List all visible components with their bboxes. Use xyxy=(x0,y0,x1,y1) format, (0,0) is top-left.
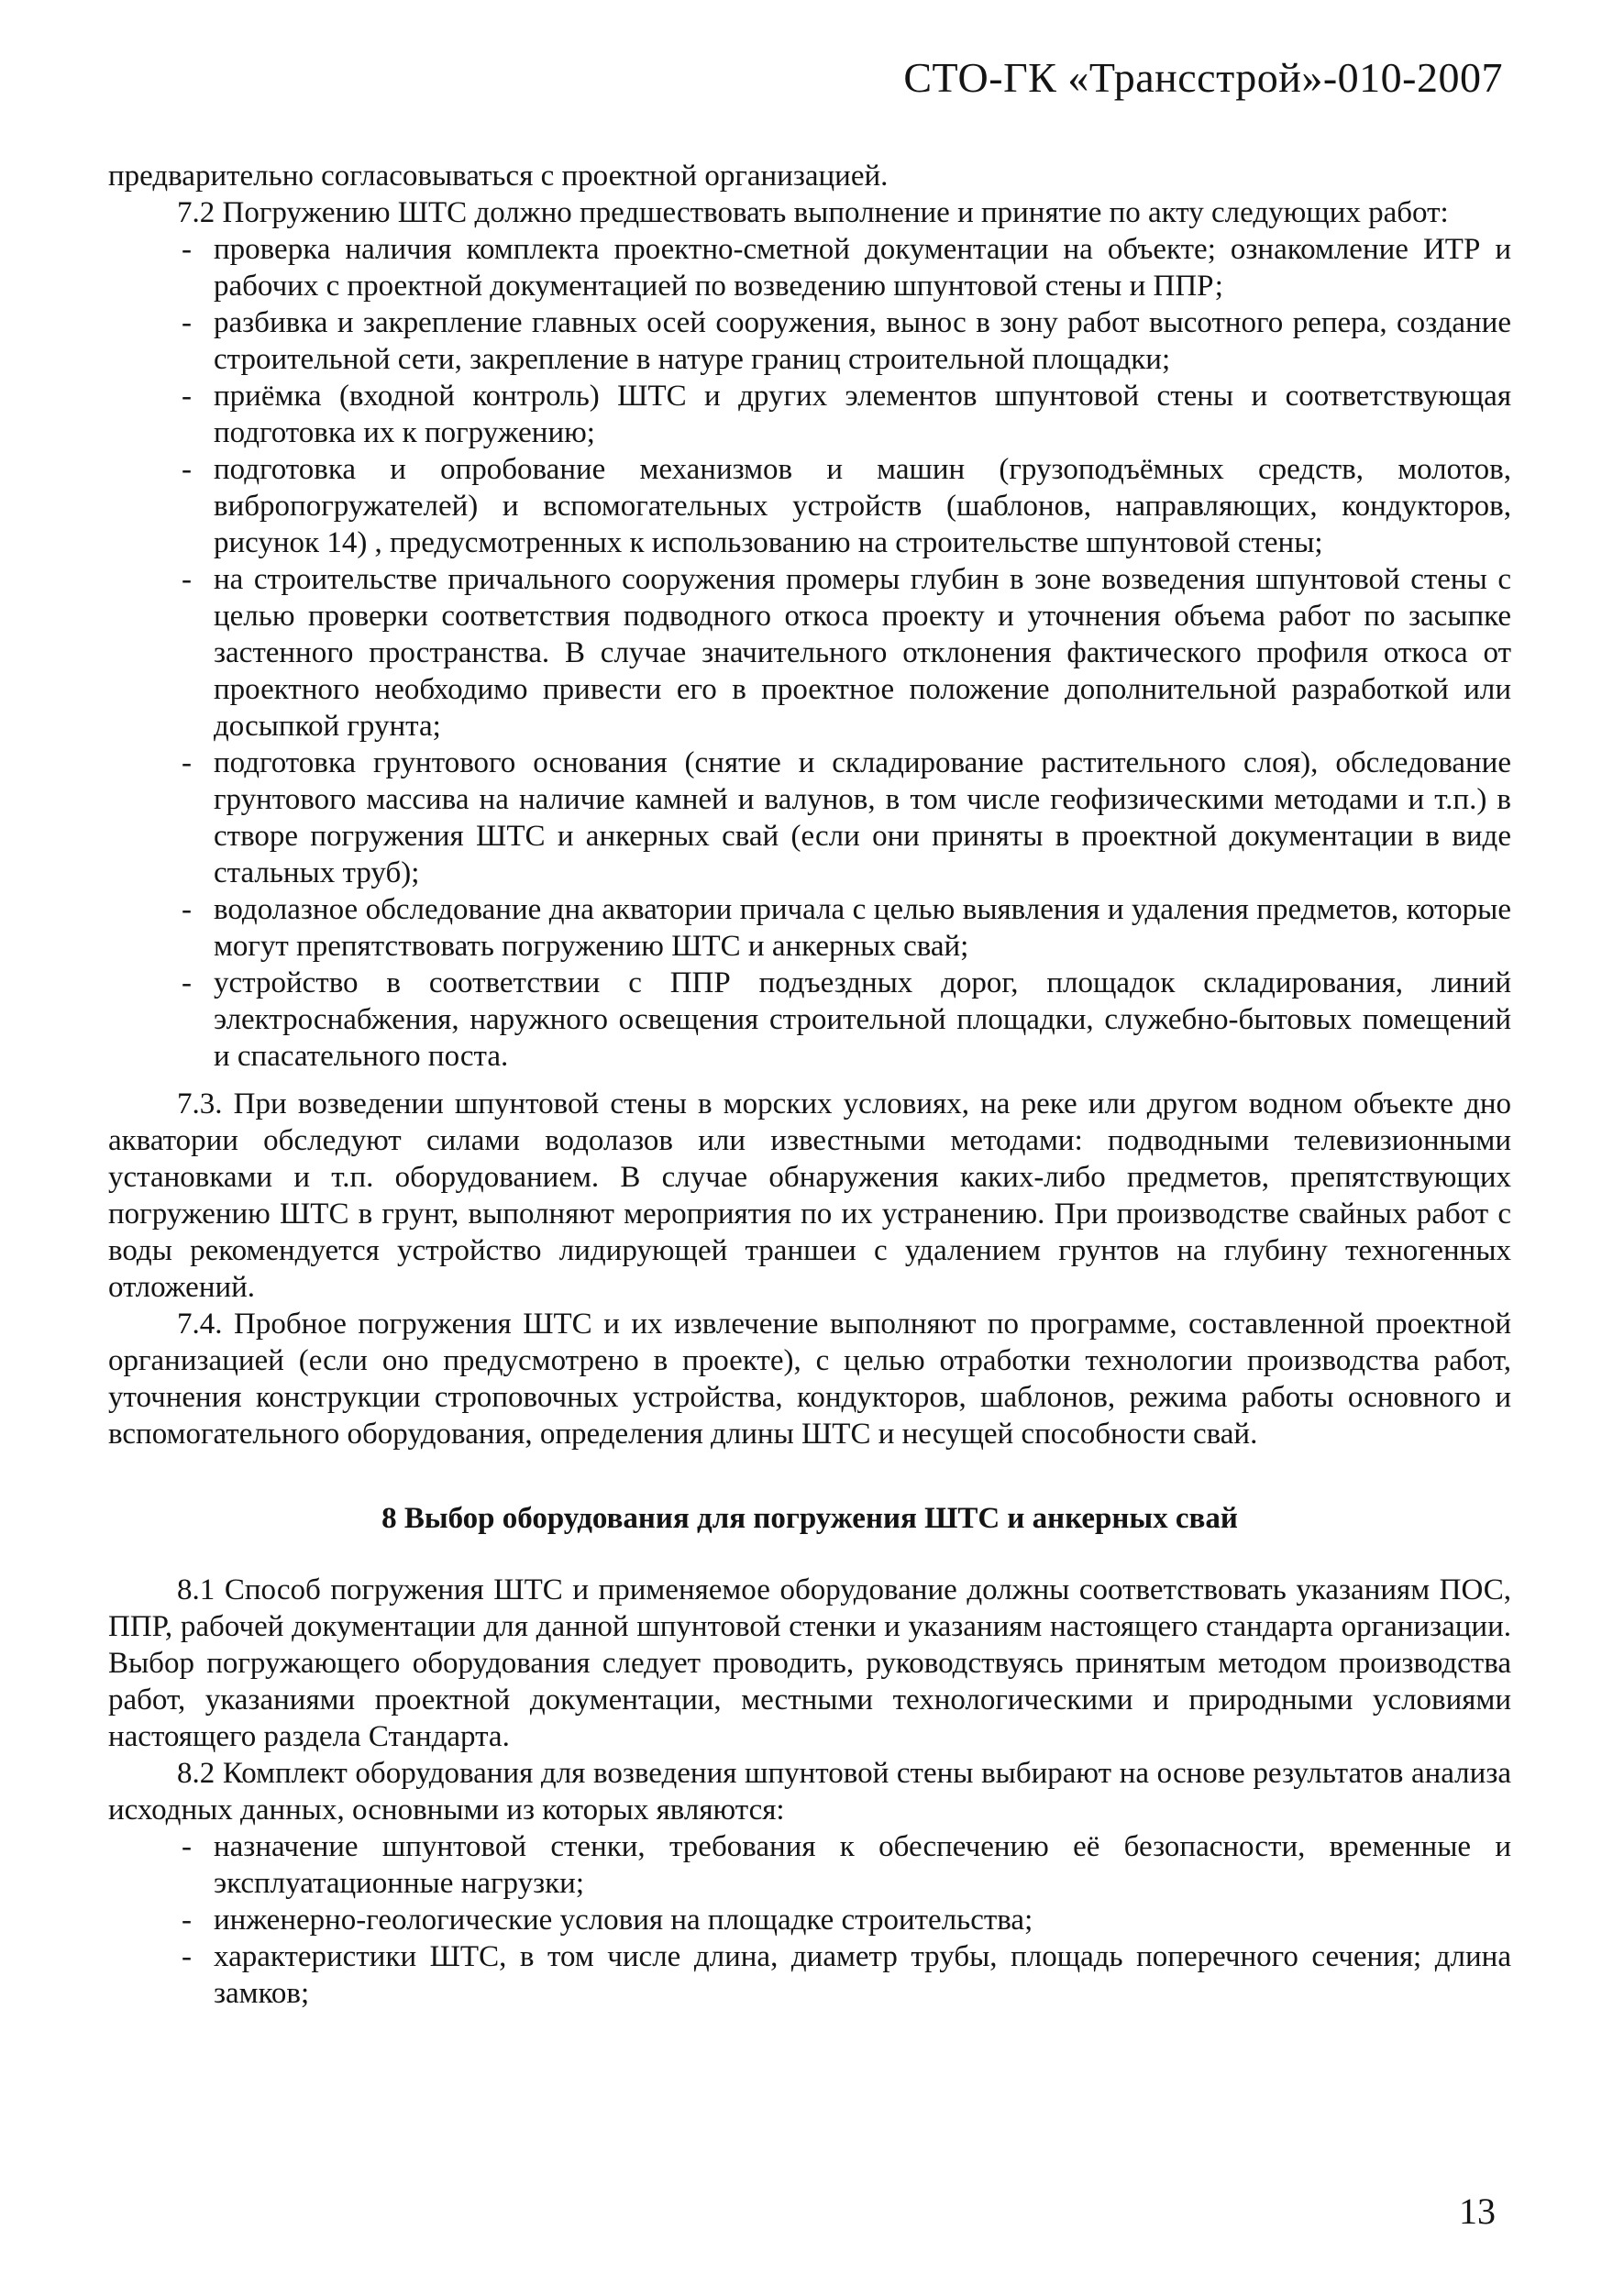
paragraph-continuation: предварительно согласовываться с проектной организацией. xyxy=(108,160,889,193)
list-item: - характеристики ШТС, в том числе длина, диаметр трубы, площадь поперечного сечения; длина замков; xyxy=(182,1940,1511,2010)
list-dash: - xyxy=(182,746,192,779)
list-dash: - xyxy=(182,966,192,999)
document-header: СТО-ГК «Трансстрой»-010-2007 xyxy=(903,54,1503,101)
list-dash: - xyxy=(182,1830,192,1863)
list-item: - приёмка (входной контроль) ШТС и других элементов шпунтовой стены и соответствующая подготовка их к погружению; xyxy=(182,380,1511,449)
list-dash: - xyxy=(182,893,192,926)
paragraph-8-2: 8.2 Комплект оборудования для возведения шпунтовой стены выбирают на основе результатов анализа исходных данных, основными из которых являются: xyxy=(108,1757,1511,1827)
page-number: 13 xyxy=(1459,2191,1496,2232)
list-item: - назначение шпунтовой стенки, требования к обеспечению её безопасности, временные и эксплуатационные нагрузки; xyxy=(182,1830,1511,1900)
list-item: - водолазное обследование дна акватории причала с целью выявления и удаления предметов, которые могут препятствовать погружению ШТС и анкерных свай; xyxy=(182,893,1511,963)
list-item: - подготовка грунтового основания (снятие и складирование растительного слоя), обследование грунтового массива на наличие камней и валунов, в том числе геофизическими методами и т.п.) в створе погружения ШТС и анкерных свай (если они приняты в проектной документации в виде стальных труб); xyxy=(182,746,1511,889)
list-dash: - xyxy=(182,233,192,266)
paragraph-8-1: 8.1 Способ погружения ШТС и применяемое оборудование должны соответствовать указаниям ПОС, ППР, рабочей документации для данной шпунтовой стенки и указаниям настоящего стандарта организации. Выбор погружающего оборудования следует проводить, руководствуясь принятым методом производства работ, указаниями проектной документации, местными технологическими и природными условиями настоящего раздела Стандарта. xyxy=(108,1573,1511,1753)
list-item: - устройство в соответствии с ППР подъездных дорог, площадок складирования, линий электроснабжения, наружного освещения строительной площадки, служебно-бытовых помещений и спасательного поста. xyxy=(182,966,1511,1073)
list-item: - инженерно-геологические условия на площадке строительства; xyxy=(182,1904,1033,1937)
list-dash: - xyxy=(182,1904,192,1937)
list-item: - проверка наличия комплекта проектно-сметной документации на объекте; ознакомление ИТР и рабочих с проектной документацией по возведению шпунтовой стены и ППР; xyxy=(182,233,1511,303)
document-body xyxy=(108,158,1511,2012)
list-dash: - xyxy=(182,1940,192,1973)
list-8-2 xyxy=(108,1828,1511,2012)
list-dash: - xyxy=(182,380,192,413)
list-7-2 xyxy=(108,231,1511,1075)
list-dash: - xyxy=(182,563,192,596)
list-dash: - xyxy=(182,306,192,339)
paragraph-7-2: 7.2 Погружению ШТС должно предшествовать выполнение и принятие по акту следующих работ: xyxy=(177,196,1449,229)
list-item: - разбивка и закрепление главных осей сооружения, вынос в зону работ высотного репера, создание строительной сети, закрепление в натуре границ строительной площадки; xyxy=(182,306,1511,376)
paragraph-7-4: 7.4. Пробное погружения ШТС и их извлечение выполняют по программе, составленной проектной организацией (если оно предусмотрено в проекте), с целью отработки технологии производства работ, уточнения конструкции строповочных устройства, кондукторов, шаблонов, режима работы основного и вспомогательного оборудования, определения длины ШТС и несущей способности свай. xyxy=(108,1308,1511,1451)
list-item: - подготовка и опробование механизмов и машин (грузоподъёмных средств, молотов, вибропогружателей) и вспомогательных устройств (шаблонов, направляющих, кондукторов, рисунок 14) , предусмотренных к использованию на строительстве шпунтовой стены; xyxy=(182,453,1511,559)
list-item: - на строительстве причального сооружения промеры глубин в зоне возведения шпунтовой стены с целью проверки соответствия подводного откоса проекту и уточнения объема работ по засыпке застенного пространства. В случае значительного отклонения фактического профиля откоса от проектного необходимо привести его в проектное положение дополнительной разработкой или досыпкой грунта; xyxy=(182,563,1511,743)
section-8-heading: 8 Выбор оборудования для погружения ШТС и анкерных свай xyxy=(381,1502,1238,1535)
list-dash: - xyxy=(182,453,192,486)
paragraph-7-3: 7.3. При возведении шпунтовой стены в морских условиях, на реке или другом водном объекте дно акватории обследуют силами водолазов или известными методами: подводными телевизионными установками и т.п. оборудованием. В случае обнаружения каких-либо предметов, препятствующих погружению ШТС в грунт, выполняют мероприятия по их устранению. При производстве свайных работ с воды рекомендуется устройство лидирующей траншеи с удалением грунтов на глубину техногенных отложений. xyxy=(108,1087,1511,1304)
